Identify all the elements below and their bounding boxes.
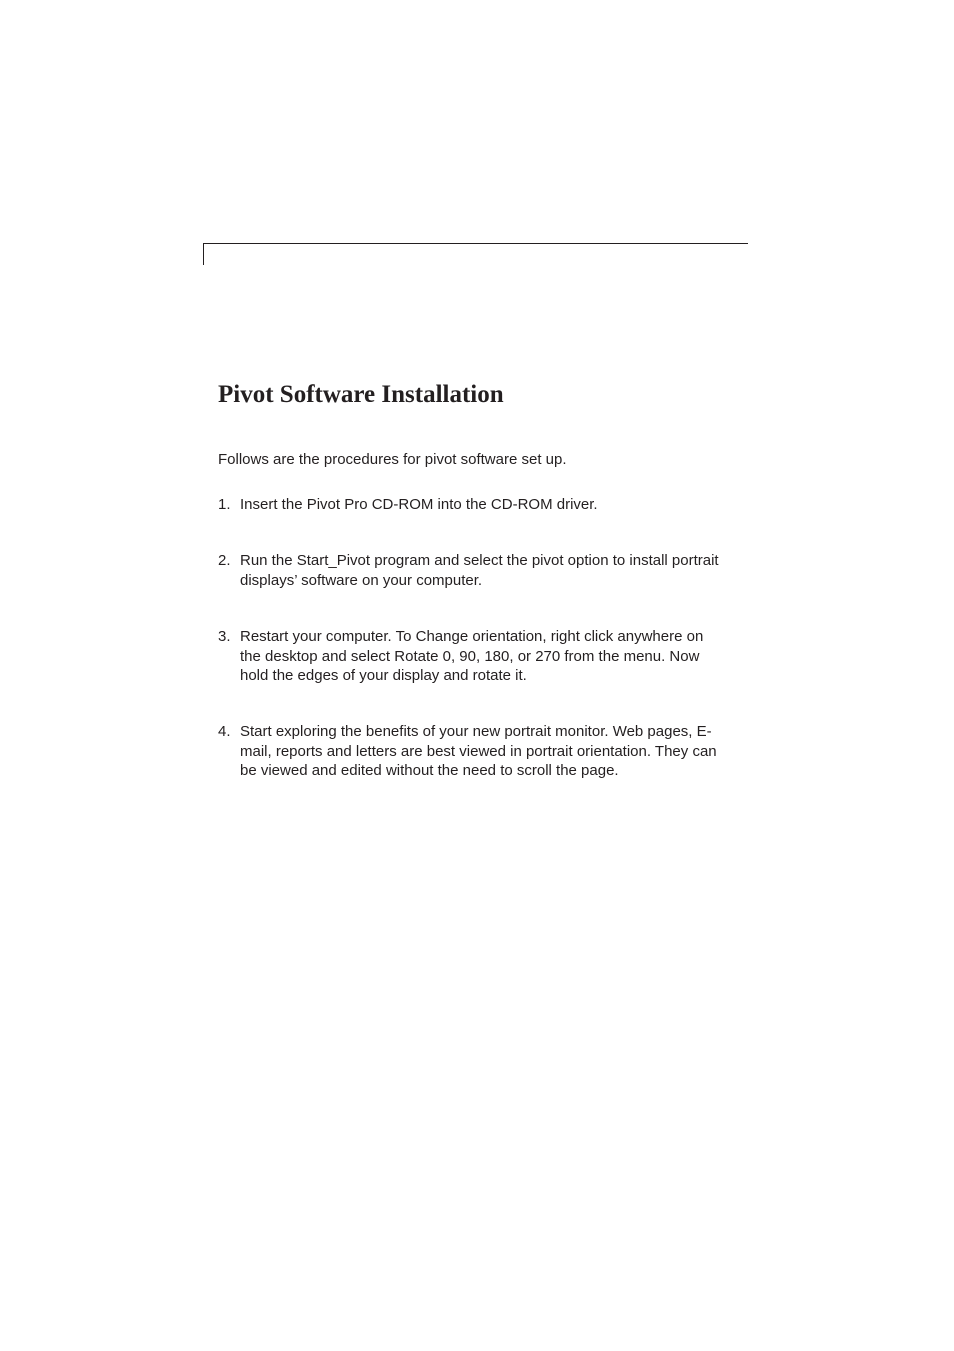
step-number: 1.	[218, 496, 231, 513]
step-number: 4.	[218, 723, 231, 740]
step-number: 2.	[218, 552, 231, 569]
header-rule-vertical	[203, 243, 204, 265]
step-item-2	[218, 551, 728, 590]
step-text: Run the Start_Pivot program and select the pivot option to install portrait displays’ software on your computer.	[240, 552, 719, 589]
step-text: Restart your computer. To Change orientation, right click anywhere on the desktop and select Rotate 0, 90, 180, or 270 from the menu. Now hold the edges of your display and rotate it.	[240, 628, 704, 684]
step-item-3	[218, 627, 728, 686]
step-number: 3.	[218, 628, 231, 645]
intro-paragraph: Follows are the procedures for pivot software set up.	[218, 451, 567, 468]
header-rule-horizontal	[203, 243, 748, 244]
step-item-1	[218, 495, 728, 515]
step-text: Start exploring the benefits of your new portrait monitor. Web pages, E-mail, reports and letters are best viewed in portrait orientation. They can be viewed and edited without the need to scroll the page.	[240, 723, 717, 779]
step-text: Insert the Pivot Pro CD-ROM into the CD-ROM driver.	[240, 496, 598, 513]
page-title: Pivot Software Installation	[218, 381, 504, 408]
step-item-4	[218, 722, 728, 781]
